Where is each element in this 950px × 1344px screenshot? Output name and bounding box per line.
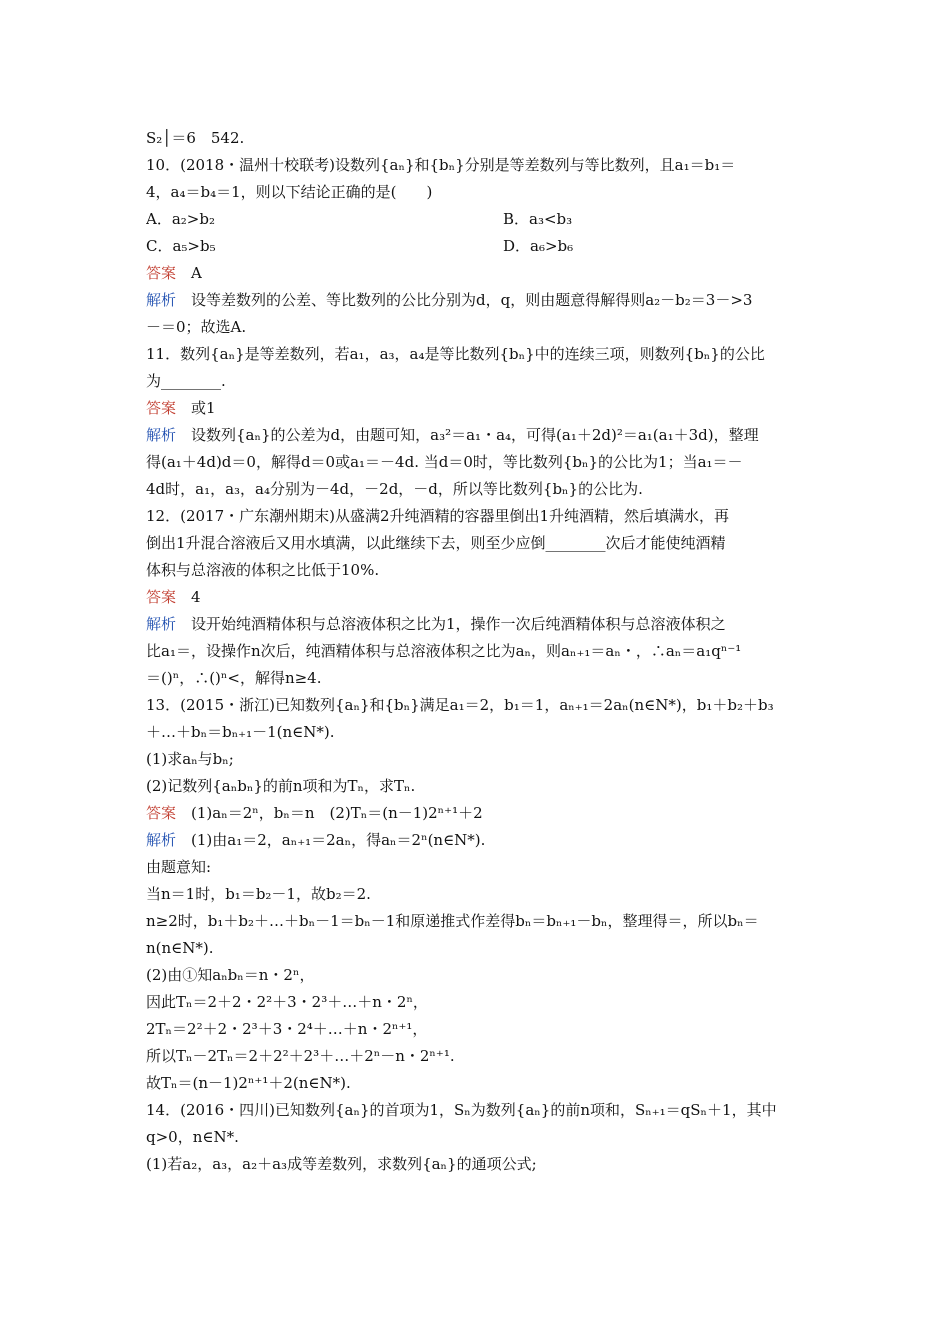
answer-line <box>146 587 810 607</box>
question-14-line-1: 14．(2016・四川)已知数列{aₙ}的首项为1，Sₙ为数列{aₙ}的前n项和，Sₙ₊₁＝qSₙ＋1，其中 <box>146 1101 777 1119</box>
answer-label: 答案 <box>146 804 177 822</box>
text-line: n≥2时，b₁＋b₂＋…＋bₙ－1＝bₙ－1和原递推式作差得bₙ＝bₙ₊₁－bₙ，整理得＝，所以bₙ＝ <box>146 912 759 930</box>
answer-line <box>146 398 810 418</box>
option-b: B．a₃<b₃ <box>503 210 573 228</box>
question-10-line-1: 10．(2018・温州十校联考)设数列{aₙ}和{bₙ}分别是等差数列与等比数列，且a₁＝b₁＝ <box>146 156 736 174</box>
analysis-text: 设数列{aₙ}的公差为d，由题可知，a₃²＝a₁・a₄，可得(a₁＋2d)²＝a₁(a₁＋3d)，整理 <box>176 426 759 444</box>
text-line: n(n∈N*). <box>146 939 214 957</box>
analysis-label: 解析 <box>146 615 177 633</box>
text-line: 所以Tₙ－2Tₙ＝2＋2²＋2³＋…＋2ⁿ－n・2ⁿ⁺¹. <box>146 1047 455 1065</box>
analysis-line <box>146 614 810 634</box>
analysis-text: 设等差数列的公差、等比数列的公比分别为d，q，则由题意得解得则a₂－b₂＝3－>3 <box>176 291 753 309</box>
answer-text: A <box>176 264 202 282</box>
question-13-line-2: ＋…＋bₙ＝bₙ₊₁－1(n∈N*). <box>146 723 335 741</box>
question-11-line-2: 为________. <box>146 372 226 390</box>
option-c: C．a₅>b₅ <box>146 237 216 255</box>
text-line: 当n＝1时，b₁＝b₂－1，故b₂＝2. <box>146 885 371 903</box>
text-line: 比a₁＝，设操作n次后，纯酒精体积与总溶液体积之比为aₙ，则aₙ₊₁＝aₙ・，∴aₙ＝a₁qⁿ⁻¹ <box>146 642 742 660</box>
answer-line <box>146 263 810 283</box>
answer-text: 4 <box>176 588 201 606</box>
analysis-text: 设开始纯酒精体积与总溶液体积之比为1，操作一次后纯酒精体积与总溶液体积之 <box>176 615 726 633</box>
analysis-line <box>146 830 810 850</box>
text-line: (2)由①知aₙbₙ＝n・2ⁿ， <box>146 966 315 984</box>
analysis-line <box>146 290 810 310</box>
answer-text: 或1 <box>176 399 216 417</box>
text-line: (1)求aₙ与bₙ; <box>146 750 234 768</box>
analysis-label: 解析 <box>146 291 177 309</box>
text-line: 故Tₙ＝(n－1)2ⁿ⁺¹＋2(n∈N*). <box>146 1074 351 1092</box>
option-a: A．a₂>b₂ <box>146 210 215 228</box>
text-line: 因此Tₙ＝2＋2・2²＋3・2³＋…＋n・2ⁿ， <box>146 993 428 1011</box>
question-12-line-1: 12．(2017・广东潮州期末)从盛满2升纯酒精的容器里倒出1升纯酒精，然后填满水，再 <box>146 507 730 525</box>
option-row <box>146 209 810 229</box>
question-10-line-2: 4，a₄＝b₄＝1，则以下结论正确的是( ) <box>146 183 433 201</box>
text-line: ＝()ⁿ，∴()ⁿ<，解得n≥4. <box>146 669 322 687</box>
answer-label: 答案 <box>146 399 177 417</box>
text-line: S₂│＝6 542. <box>146 129 245 147</box>
analysis-label: 解析 <box>146 831 177 849</box>
answer-label: 答案 <box>146 588 177 606</box>
option-row <box>146 236 810 256</box>
question-14-line-2: q>0，n∈N*. <box>146 1128 239 1146</box>
text-line: 由题意知: <box>146 858 212 876</box>
question-13-line-1: 13．(2015・浙江)已知数列{aₙ}和{bₙ}满足a₁＝2，b₁＝1，aₙ₊₁＝2aₙ(n∈N*)，b₁＋b₂＋b₃ <box>146 696 774 714</box>
text-line: (2)记数列{aₙbₙ}的前n项和为Tₙ，求Tₙ. <box>146 777 416 795</box>
answer-label: 答案 <box>146 264 177 282</box>
text-line: 2Tₙ＝2²＋2・2³＋3・2⁴＋…＋n・2ⁿ⁺¹， <box>146 1020 428 1038</box>
answer-line <box>146 803 810 823</box>
analysis-line <box>146 425 810 445</box>
question-11-line-1: 11．数列{aₙ}是等差数列，若a₁，a₃，a₄是等比数列{bₙ}中的连续三项，则数列{bₙ}的公比 <box>146 345 765 363</box>
analysis-text: (1)由a₁＝2，aₙ₊₁＝2aₙ，得aₙ＝2ⁿ(n∈N*). <box>176 831 486 849</box>
analysis-label: 解析 <box>146 426 177 444</box>
answer-text: (1)aₙ＝2ⁿ，bₙ＝n (2)Tₙ＝(n－1)2ⁿ⁺¹＋2 <box>176 804 483 822</box>
text-line: 4d时，a₁，a₃，a₄分别为－4d，－2d，－d，所以等比数列{bₙ}的公比为. <box>146 480 643 498</box>
text-line: (1)若a₂，a₃，a₂＋a₃成等差数列，求数列{aₙ}的通项公式; <box>146 1155 537 1173</box>
question-12-line-3: 体积与总溶液的体积之比低于10%. <box>146 561 380 579</box>
question-12-line-2: 倒出1升混合溶液后又用水填满，以此继续下去，则至少应倒________次后才能使纯酒精 <box>146 534 726 552</box>
option-d: D．a₆>b₆ <box>503 237 574 255</box>
text-line: 得(a₁＋4d)d＝0，解得d＝0或a₁＝－4d. 当d＝0时，等比数列{bₙ}的公比为1；当a₁＝－ <box>146 453 743 471</box>
text-line: －＝0；故选A. <box>146 318 247 336</box>
